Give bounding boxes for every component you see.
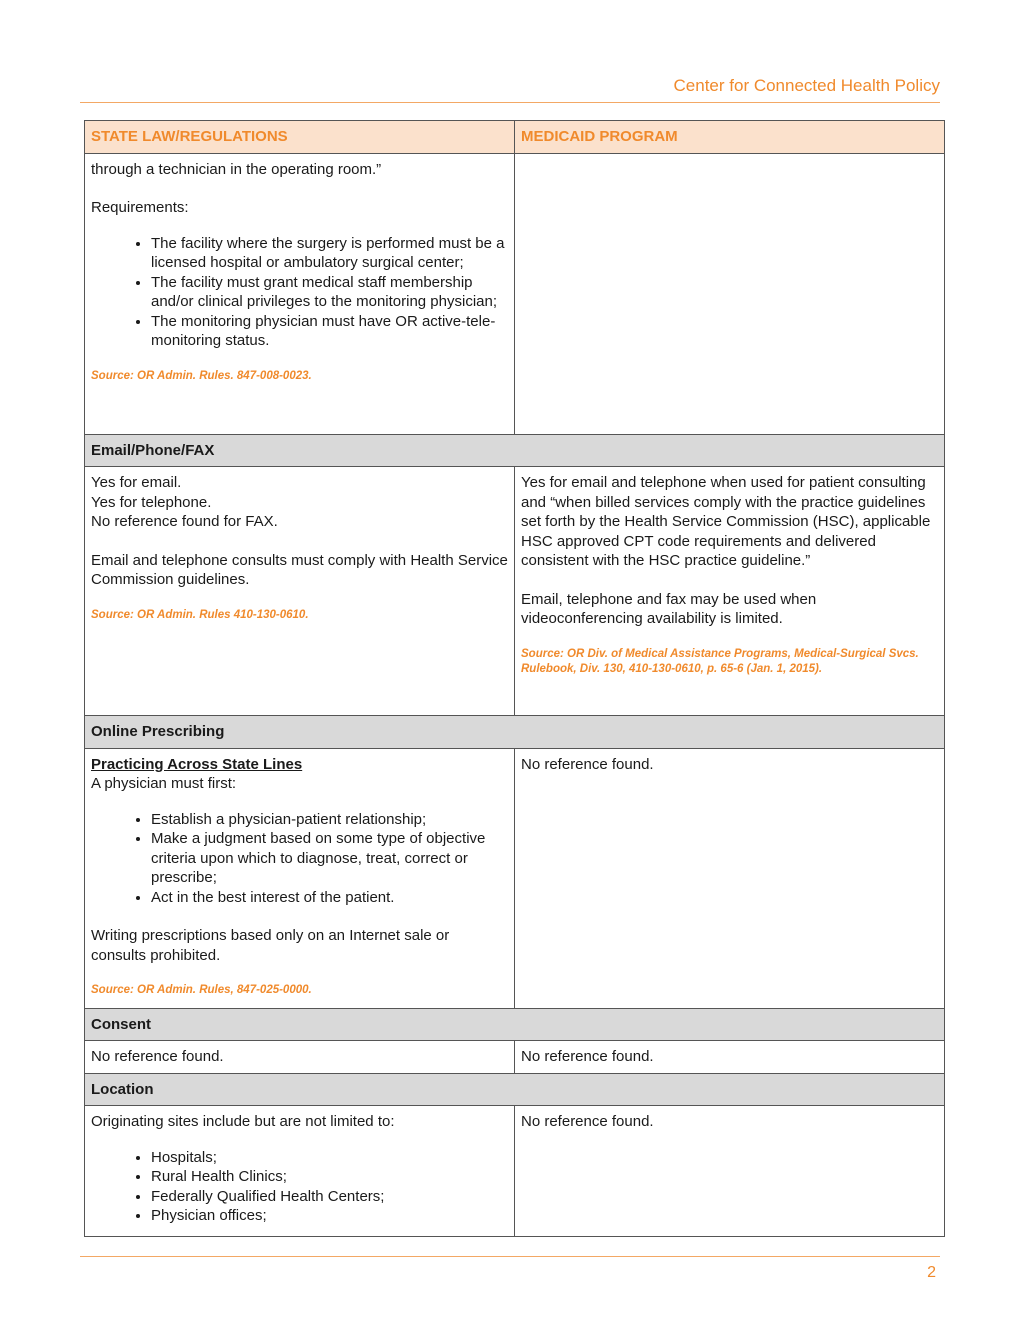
section-row-consent bbox=[85, 1008, 945, 1041]
list-item: • Federally Qualified Health Centers; bbox=[151, 1187, 508, 1207]
text-line: No reference found. bbox=[521, 1113, 654, 1130]
footer-divider bbox=[80, 1256, 940, 1257]
text-paragraph: Email and telephone consults must comply with Health Service Commission guidelines. bbox=[91, 551, 508, 588]
table-row bbox=[85, 1041, 945, 1074]
requirements-list bbox=[91, 234, 508, 351]
header-divider bbox=[80, 102, 940, 103]
state-cell bbox=[85, 748, 515, 1008]
page-number: 2 bbox=[927, 1264, 936, 1281]
list-item: • Rural Health Clinics; bbox=[151, 1167, 508, 1187]
table-row bbox=[85, 1106, 945, 1237]
column-header-state: STATE LAW/REGULATIONS bbox=[85, 121, 515, 154]
text-line: No reference found for FAX. bbox=[91, 513, 278, 530]
state-cell bbox=[85, 467, 515, 716]
originating-sites-list bbox=[91, 1148, 508, 1226]
table-row bbox=[85, 153, 945, 434]
section-heading: Email/Phone/FAX bbox=[85, 434, 945, 467]
section-row-online bbox=[85, 716, 945, 749]
table-row bbox=[85, 748, 945, 1008]
section-heading: Consent bbox=[85, 1008, 945, 1041]
section-heading: Online Prescribing bbox=[85, 716, 945, 749]
text-paragraph: Email, telephone and fax may be used when videoconferencing availability is limited. bbox=[521, 590, 817, 627]
list-item: • Hospitals; bbox=[151, 1148, 508, 1168]
list-item: • Establish a physician-patient relationship; bbox=[151, 810, 508, 830]
list-item: • Act in the best interest of the patient. bbox=[151, 888, 508, 908]
list-item: • The facility where the surgery is performed must be a licensed hospital or ambulatory surgical center; bbox=[151, 234, 508, 273]
list-item: • The monitoring physician must have OR active-tele-monitoring status. bbox=[151, 312, 508, 351]
text-paragraph: Yes for email and telephone when used for patient consulting and “when billed services comply with the practice guidelines set forth by the Health Service Commission (HSC), applicable HSC approved CPT code requirements and delivered consistent with the HSC practice guideline.” bbox=[521, 474, 931, 569]
state-cell bbox=[85, 1041, 515, 1074]
text-line: through a technician in the operating room.” bbox=[91, 160, 382, 178]
subsection-title: Practicing Across State Lines bbox=[91, 755, 303, 773]
text-line: No reference found. bbox=[521, 755, 654, 773]
list-item: • The facility must grant medical staff membership and/or clinical privileges to the monitoring physician; bbox=[151, 273, 508, 312]
text-line: Yes for email. bbox=[91, 474, 182, 491]
medicaid-cell bbox=[515, 153, 945, 434]
list-item: • Make a judgment based on some type of objective criteria upon which to diagnose, treat, correct or prescribe; bbox=[151, 829, 508, 888]
policy-table bbox=[84, 120, 945, 1237]
source-citation: Source: OR Admin. Rules. 847-008-0023. bbox=[91, 369, 312, 382]
source-citation: Source: OR Admin. Rules, 847-025-0000. bbox=[91, 984, 312, 996]
text-line: A physician must first: bbox=[91, 775, 237, 792]
state-cell bbox=[85, 1106, 515, 1237]
text-line: Yes for telephone. bbox=[91, 493, 212, 511]
text-paragraph: Writing prescriptions based only on an Internet sale or consults prohibited. bbox=[91, 927, 450, 964]
source-citation: Source: OR Admin. Rules 410-130-0610. bbox=[91, 608, 309, 621]
requirements-label: Requirements: bbox=[91, 199, 189, 216]
table-header-row bbox=[85, 121, 945, 154]
medicaid-cell bbox=[515, 748, 945, 1008]
section-heading: Location bbox=[85, 1073, 945, 1106]
column-header-medicaid: MEDICAID PROGRAM bbox=[515, 121, 945, 154]
section-row-location bbox=[85, 1073, 945, 1106]
state-cell bbox=[85, 153, 515, 434]
table-row bbox=[85, 467, 945, 716]
text-line: No reference found. bbox=[91, 1048, 224, 1065]
section-row-email bbox=[85, 434, 945, 467]
header-title: Center for Connected Health Policy bbox=[673, 76, 940, 95]
medicaid-cell bbox=[515, 467, 945, 716]
medicaid-cell bbox=[515, 1041, 945, 1074]
source-citation: Source: OR Div. of Medical Assistance Programs, Medical-Surgical Svcs. Rulebook, Div. 130, 410-130-0610, p. 65-6 (Jan. 1, 2015). bbox=[521, 647, 919, 675]
text-line: No reference found. bbox=[521, 1048, 654, 1065]
medicaid-cell bbox=[515, 1106, 945, 1237]
requirements-list bbox=[91, 810, 508, 908]
text-line: Originating sites include but are not limited to: bbox=[91, 1113, 395, 1130]
list-item: • Physician offices; bbox=[151, 1206, 508, 1226]
